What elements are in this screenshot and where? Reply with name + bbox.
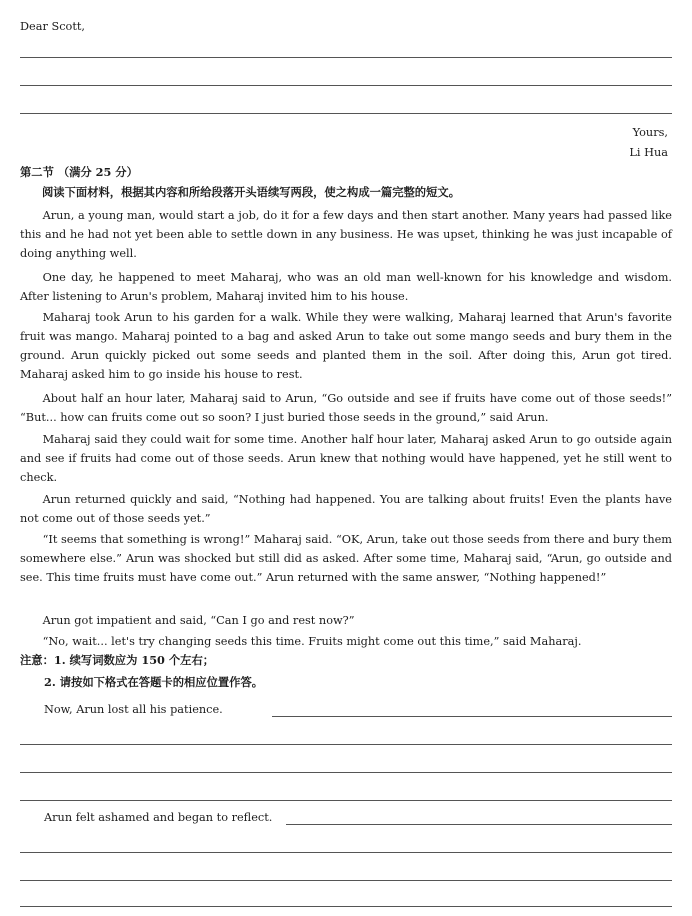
section-instruction: 阅读下面材料，根据其内容和所给段落开头语续写两段，使之构成一篇完整的短文。	[42, 185, 460, 199]
note-2: 2. 请按如下格式在答题卡的相应位置作答。	[44, 675, 264, 689]
section-heading: 第二节 （满分 25 分）	[20, 165, 138, 179]
story-paragraph: “It seems that something is wrong!” Maharaj said. “OK, Arun, take out those seeds from there and bury them somewhere else.” Arun was shocked but still did as asked. After some time, Maharaj said, “Arun, go outside and see. This time fruits must have come out.” Arun returned with the same answer, “Nothing happened!”	[20, 533, 672, 584]
story-paragraph: “No, wait... let's try changing seeds this time. Fruits might come out this time,” said Maharaj.	[42, 635, 582, 648]
answer-line	[20, 57, 672, 58]
answer-line[interactable]	[20, 772, 672, 773]
prompt-1: Now, Arun lost all his patience.	[44, 703, 223, 716]
letter-signature: Li Hua	[629, 146, 668, 159]
story-paragraph: One day, he happened to meet Maharaj, who was an old man well-known for his knowledge and wisdom. After listening to Arun's problem, Maharaj invited him to his house.	[20, 271, 672, 303]
prompt-2: Arun felt ashamed and began to reflect.	[44, 811, 273, 824]
story-paragraph: About half an hour later, Maharaj said to Arun, “Go outside and see if fruits have come out of those seeds!” “But... how can fruits come out so soon? I just buried those seeds in the ground,” said Arun.	[20, 392, 672, 424]
answer-line[interactable]	[20, 800, 672, 801]
note-1: 注意：1. 续写词数应为 150 个左右；	[20, 653, 215, 667]
answer-line	[20, 85, 672, 86]
answer-line[interactable]	[286, 824, 672, 825]
letter-closing: Yours,	[632, 126, 668, 139]
answer-line[interactable]	[20, 744, 672, 745]
answer-line[interactable]	[272, 716, 672, 717]
answer-line[interactable]	[20, 880, 672, 881]
answer-line[interactable]	[20, 906, 672, 907]
letter-salutation: Dear Scott,	[20, 20, 86, 33]
story-paragraph: Arun, a young man, would start a job, do it for a few days and then start another. Many years had passed like this and he had not yet been able to settle down in any business. He was upset, thinking he was just incapable of doing anything well.	[20, 209, 672, 260]
answer-line[interactable]	[20, 852, 672, 853]
story-paragraph: Maharaj said they could wait for some time. Another half hour later, Maharaj asked Arun to go outside again and see if fruits had come out of those seeds. Arun knew that nothing would have happened, yet he still went to check.	[20, 433, 672, 484]
story-paragraph: Maharaj took Arun to his garden for a walk. While they were walking, Maharaj learned that Arun's favorite fruit was mango. Maharaj pointed to a bag and asked Arun to take out some mango seeds and bury them in the ground. Arun quickly picked out some seeds and planted them in the soil. After doing this, Arun got tired. Maharaj asked him to go inside his house to rest.	[20, 311, 672, 381]
story-paragraph: Arun returned quickly and said, “Nothing had happened. You are talking about fruits! Even the plants have not come out of those seeds yet.”	[20, 493, 672, 525]
answer-line	[20, 113, 672, 114]
story-paragraph: Arun got impatient and said, “Can I go and rest now?”	[42, 614, 355, 627]
